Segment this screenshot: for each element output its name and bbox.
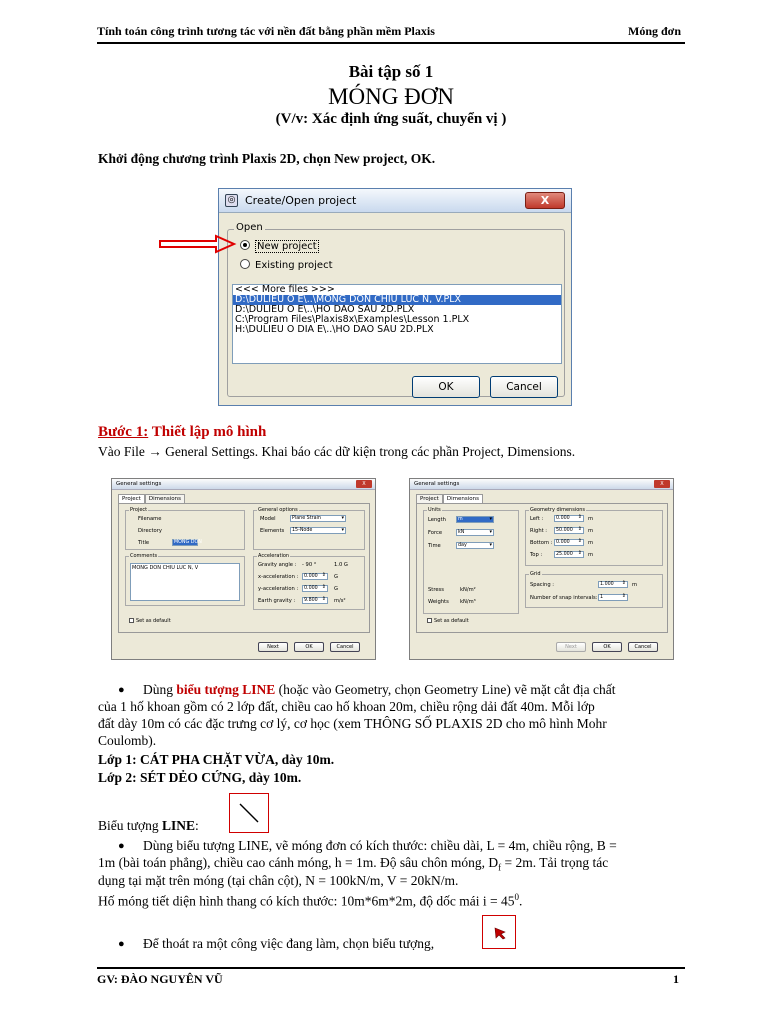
bullet1-line2: của 1 hố khoan gồm có 2 lớp đất, chiều cao hố khoan 20m, chiều rộng dải đất 40m. Mỗi lớp <box>98 699 595 714</box>
line-tool-icon <box>229 793 269 833</box>
layer1-text: Lớp 1: CÁT PHA CHẶT VỪA, dày 10m. <box>98 752 335 767</box>
header-right-text: Móng đơn <box>628 24 681 38</box>
weights-label: Weights <box>428 599 449 605</box>
gs1-cancel-button[interactable]: Cancel <box>330 642 360 652</box>
list-item[interactable]: <<< More files >>> <box>235 284 335 295</box>
bullet-icon: ● <box>118 840 125 852</box>
new-project-radio[interactable] <box>240 240 319 252</box>
model-select[interactable]: Plane Strain ▾ <box>290 515 346 522</box>
text-sup: 0 <box>514 892 520 902</box>
unit-label: m <box>632 582 638 588</box>
intervals-label: Number of snap intervals: <box>530 595 598 601</box>
tab-project[interactable]: Project <box>118 494 145 503</box>
gs1-pane <box>118 503 370 633</box>
gs1-tabs <box>118 494 185 503</box>
x-accel-label: x-acceleration : <box>258 574 299 580</box>
text-span: Hố móng tiết diện hình thang có kích thước: 10m*6m*2m, độ dốc mái i = 45 <box>98 893 515 909</box>
bullet-icon: ● <box>118 938 125 950</box>
group-label: Comments <box>130 553 158 559</box>
bullet1-line3: đất dày 10m có các đặc trưng cơ lý, cơ học (xem THÔNG SỐ PLAXIS 2D cho mô hình Mohr <box>98 716 607 731</box>
text-span: LINE <box>161 818 195 833</box>
g-unit: G <box>334 574 339 580</box>
x-accel-field[interactable]: 0.000 ⇕ <box>302 573 328 580</box>
gs2-ok-button[interactable]: OK <box>592 642 622 652</box>
set-default-label: Set as default <box>136 618 171 624</box>
line-icon-caption <box>98 817 688 835</box>
bullet3-text: Để thoát ra một công việc đang làm, chọn biểu tượng, <box>143 936 435 951</box>
gs1-comments-group <box>125 553 245 606</box>
page-footer <box>97 967 685 989</box>
unit-label: m <box>588 552 594 558</box>
bullet2-line4 <box>98 889 688 910</box>
checkbox-icon <box>427 618 432 623</box>
group-label: Grid <box>530 571 541 577</box>
title-field[interactable]: MONG DON <box>174 540 202 545</box>
set-default-checkbox[interactable] <box>129 618 171 624</box>
dialog-close-button[interactable]: X <box>525 192 565 209</box>
group-label: Project <box>130 507 148 513</box>
general-settings-project-screenshot <box>111 478 376 660</box>
gs2-titlebar <box>410 479 673 490</box>
ok-button[interactable]: OK <box>412 376 480 398</box>
gs1-title: General settings <box>116 481 162 487</box>
stress-label: Stress <box>428 587 444 593</box>
gs1-general-options-group <box>253 507 365 550</box>
gs2-geometry-group <box>525 507 663 566</box>
spacing-label: Spacing : <box>530 582 555 588</box>
intervals-field[interactable]: 1 ⇕ <box>598 594 628 601</box>
g-unit: G <box>334 586 339 592</box>
step1-title: Thiết lập mô hình <box>148 424 267 440</box>
layer2-text: Lớp 2: SÉT DẺO CỨNG, dày 10m. <box>98 770 302 785</box>
top-label: Top : <box>530 552 543 558</box>
bullet-icon: ● <box>118 684 125 696</box>
left-label: Left : <box>530 516 544 522</box>
text-span: Dùng <box>143 682 177 697</box>
comments-textarea[interactable]: MONG DON CHIU LUC N, V <box>130 563 240 601</box>
dialog-titlebar <box>219 189 571 213</box>
list-item[interactable]: H:\DULIEU O DIA E\..\HO DAO SAU 2D.PLX <box>235 324 434 335</box>
gs1-acceleration-group <box>253 553 365 610</box>
bullet1-line1 <box>143 681 688 699</box>
list-item[interactable]: D:\DULIEU O E\..\HO DAO SAU 2D.PLX <box>235 304 415 315</box>
set-default-label: Set as default <box>434 618 469 624</box>
recent-files-list[interactable] <box>232 284 562 364</box>
create-open-project-dialog <box>218 188 572 406</box>
exercise-subtitle: (V/v: Xác định ứng suất, chuyển vị ) <box>275 111 507 127</box>
cancel-button[interactable]: Cancel <box>490 376 558 398</box>
length-label: Length <box>428 517 446 523</box>
open-group <box>227 222 565 397</box>
header-left-text: Tính toán công trình tương tác với nền đất bằng phần mềm Plaxis <box>97 24 435 38</box>
gs2-next-button[interactable]: Next <box>556 642 586 652</box>
gs1-titlebar <box>112 479 375 490</box>
y-accel-field[interactable]: 0.000 ⇕ <box>302 585 328 592</box>
gs2-pane <box>416 503 668 633</box>
gs2-tabs <box>416 494 483 503</box>
open-group-label: Open <box>236 222 263 233</box>
intro-text: Khởi động chương trình Plaxis 2D, chọn New project, OK. <box>98 151 436 166</box>
red-arrow-icon <box>158 234 238 254</box>
tab-project[interactable]: Project <box>416 494 443 503</box>
weights-unit: kN/m³ <box>460 599 476 605</box>
footer-author: GV: ĐÀO NGUYÊN VŨ <box>97 972 223 986</box>
exercise-title: MÓNG ĐƠN <box>328 84 454 109</box>
new-project-label: New project <box>257 241 317 252</box>
text-span: : <box>194 818 199 833</box>
radio-unselected-icon <box>240 259 250 269</box>
model-label: Model <box>260 516 276 522</box>
gs2-close-button[interactable]: X <box>654 480 670 488</box>
text-sub: f <box>498 862 502 873</box>
set-default-checkbox[interactable] <box>427 618 469 624</box>
length-select[interactable]: m ▾ <box>456 516 494 523</box>
gs2-title: General settings <box>414 481 460 487</box>
selection-tool-icon <box>482 915 516 949</box>
earth-gravity-label: Earth gravity : <box>258 598 296 604</box>
gs1-next-button[interactable]: Next <box>258 642 288 652</box>
top-field[interactable]: 25.000 ⇕ <box>554 551 584 558</box>
text-span: = 2m. Tải trọng tác <box>501 855 609 870</box>
stress-unit: kN/m² <box>460 587 476 593</box>
bottom-field[interactable]: 0.000 ⇕ <box>554 539 584 546</box>
directory-label: Directory <box>138 528 162 534</box>
gravity-angle-value: - 90 ° <box>302 562 317 568</box>
tab-dimensions[interactable]: Dimensions <box>443 494 483 503</box>
existing-project-radio[interactable] <box>240 259 333 271</box>
plaxis-app-icon: ◎ <box>225 194 238 207</box>
radio-selected-icon <box>240 240 250 250</box>
gs1-project-group <box>125 507 245 550</box>
elements-select[interactable]: 15-Node ▾ <box>290 527 346 534</box>
elements-label: Elements <box>260 528 285 534</box>
gs2-cancel-button[interactable]: Cancel <box>628 642 658 652</box>
bullet1-line4: Coulomb). <box>98 733 157 748</box>
time-label: Time <box>428 543 441 549</box>
group-label: Acceleration <box>258 553 290 559</box>
bullet2-line1: Dùng biểu tượng LINE, vẽ móng đơn có kích thước: chiều dài, L = 4m, chiều rộng, B = <box>143 838 617 853</box>
right-field[interactable]: 50.000 ⇕ <box>554 527 584 534</box>
list-item-selected[interactable]: D:\DULIEU O E\..\MONG DON CHIU LUC N, V.PLX <box>233 295 561 305</box>
page-number: 1 <box>673 972 679 986</box>
y-accel-label: y-acceleration : <box>258 586 299 592</box>
existing-project-label: Existing project <box>255 260 333 271</box>
pointer-arrow-icon <box>483 916 515 948</box>
right-label: Right : <box>530 528 548 534</box>
dialog-title: Create/Open project <box>245 194 357 207</box>
left-field[interactable]: 0.000 ⇕ <box>554 515 584 522</box>
general-settings-dimensions-screenshot <box>409 478 674 660</box>
earth-gravity-field[interactable]: 9.800 ⇕ <box>302 597 328 604</box>
bottom-label: Bottom : <box>530 540 553 546</box>
gs2-units-group <box>423 507 519 614</box>
group-label: Geometry dimensions <box>530 507 586 513</box>
unit-label: m <box>588 540 594 546</box>
text-span: 1m (bài toán phẳng), chiều cao cánh móng, h = 1m. Độ sâu chôn móng, D <box>98 855 499 870</box>
earth-gravity-unit: m/s² <box>334 598 346 604</box>
text-span: . <box>519 893 523 909</box>
list-item[interactable]: C:\Program Files\Plaxis8x\Examples\Lesson 1.PLX <box>235 314 470 325</box>
force-select[interactable]: kN ▾ <box>456 529 494 536</box>
step1-text: Vào File → General Settings. Khai báo các dữ kiện trong các phần Project, Dimensions. <box>98 444 576 459</box>
gravity-g-value: 1.0 G <box>334 562 348 568</box>
filename-label: Filename <box>138 516 162 522</box>
gs2-grid-group <box>525 571 663 608</box>
gs1-ok-button[interactable]: OK <box>294 642 324 652</box>
force-label: Force <box>428 530 443 536</box>
text-span: Biểu tượng <box>98 818 162 833</box>
tab-dimensions[interactable]: Dimensions <box>145 494 185 503</box>
title-label: Title <box>138 540 150 546</box>
unit-label: m <box>588 516 594 522</box>
step1-label: Bước 1: <box>98 424 149 440</box>
gs1-close-button[interactable]: X <box>356 480 372 488</box>
spacing-field[interactable]: 1.000 ⇕ <box>598 581 628 588</box>
exercise-number: Bài tập số 1 <box>348 62 434 81</box>
group-label: General options <box>258 507 298 513</box>
line-icon-highlight: biểu tượng LINE <box>176 682 276 697</box>
page-header <box>97 22 685 44</box>
unit-label: m <box>588 528 594 534</box>
gravity-angle-label: Gravity angle : <box>258 562 297 568</box>
step1-heading <box>98 424 688 442</box>
bullet2-line3: dụng tại mặt trên móng (tại chân cột), N = 100kN/m, V = 20kN/m. <box>98 873 459 888</box>
text-span: (hoặc vào Geometry, chọn Geometry Line) vẽ mặt cắt địa chất <box>275 682 616 697</box>
group-label: Units <box>428 507 441 513</box>
checkbox-icon <box>129 618 134 623</box>
time-select[interactable]: day ▾ <box>456 542 494 549</box>
line-icon <box>230 794 268 832</box>
